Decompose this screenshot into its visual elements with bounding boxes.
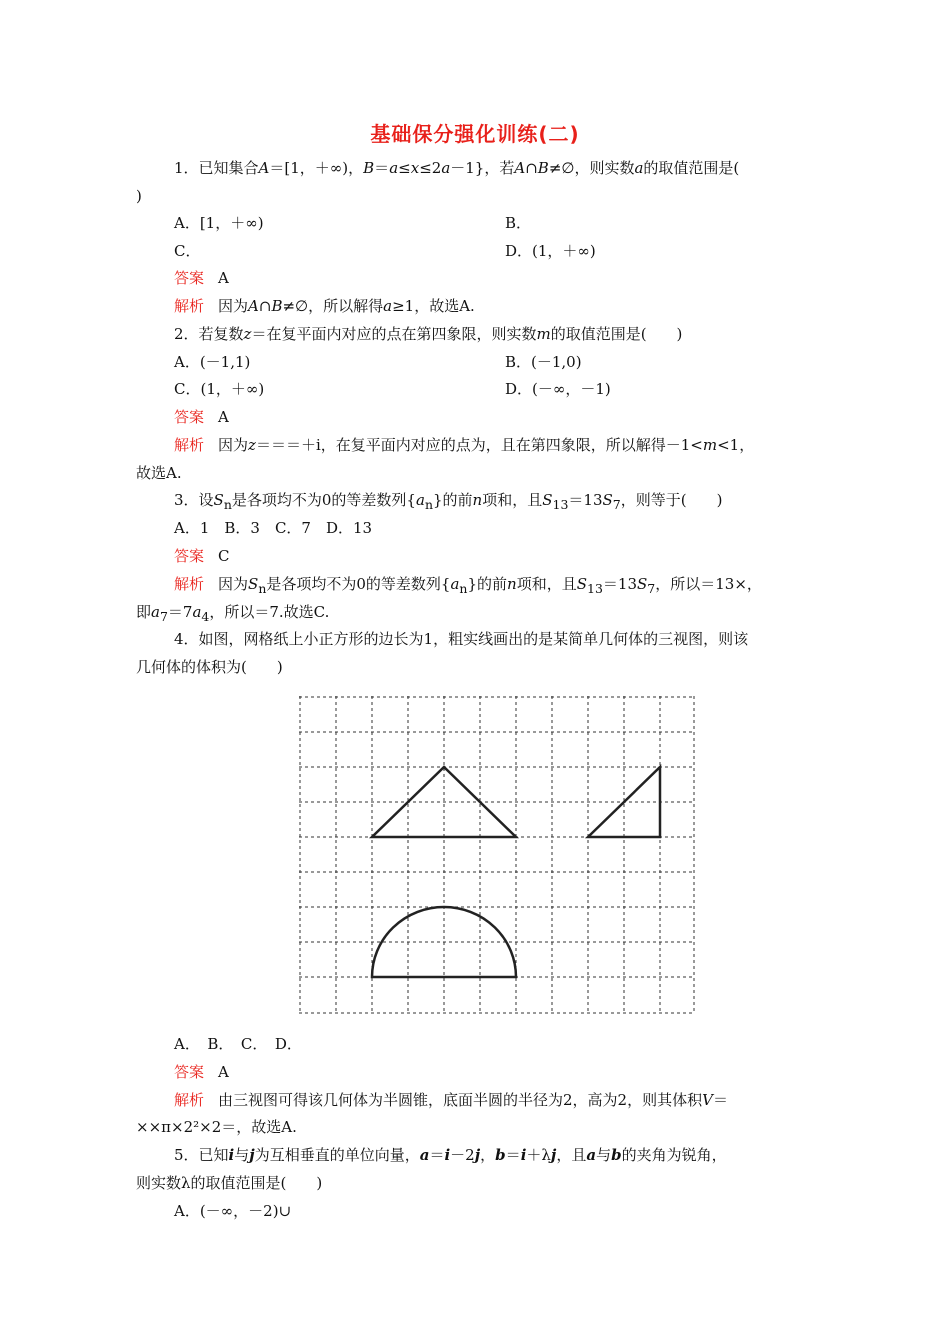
q4-analysis-continuation: ××π×2²×2＝，故选A. (136, 1118, 297, 1136)
q2-option-b: B．(－1,0) (505, 353, 582, 371)
q1-option-c: C． (174, 242, 201, 260)
answer-label: 答案 (174, 269, 205, 287)
q2-option-c: C．(1，＋∞) (174, 380, 265, 398)
q2-option-a: A．(－1,1) (174, 353, 251, 371)
q3-analysis: 解析 因为$S_n$是各项均不为0的等差数列$\{a_n\}$的前n项和，且$S_{13}=13S_7$，所以＝13×， (174, 575, 762, 596)
answer-label: 答案 (174, 1063, 205, 1081)
page-title: 基础保分强化训练(二) (370, 122, 580, 146)
answer-label: 答案 (174, 547, 205, 565)
q1-stem-continuation: ) (136, 187, 142, 205)
q1-option-a: A．[1，＋∞) (174, 214, 264, 232)
analysis-label: 解析 (174, 436, 205, 454)
q3-stem: 3．设$S_n$是各项均不为0的等差数列$\{a_n\}$的前n项和，且$S_{13}=13S_7$，则等于( ) (174, 491, 723, 512)
q4-analysis: 解析 由三视图可得该几何体为半圆锥，底面半圆的半径为2，高为2，则其体积V＝ (174, 1091, 728, 1109)
analysis-label: 解析 (174, 575, 205, 593)
q3-answer: 答案 C (174, 547, 230, 565)
analysis-label: 解析 (174, 1091, 205, 1109)
q2-option-d: D．(－∞，－1) (505, 380, 611, 398)
q3-analysis-continuation: 即$a_7=7a_4$，所以＝7.故选C. (136, 603, 330, 624)
q5-stem: 5．已知i与j为互相垂直的单位向量，a＝i－2j，b＝i＋λj，且a与b的夹角为锐角， (174, 1146, 727, 1164)
q1-answer: 答案 A (174, 269, 229, 287)
q1-option-b: B． (505, 214, 532, 232)
q5-stem-continuation: 则实数λ的取值范围是( ) (136, 1174, 323, 1192)
q2-analysis: 解析 因为z＝＝＝＋i，在复平面内对应的点为，且在第四象限，所以解得－1<m<1， (174, 436, 755, 454)
q1-option-d: D．(1，＋∞) (505, 242, 596, 260)
q2-answer: 答案 A (174, 408, 229, 426)
q1-analysis: 解析 因为A∩B≠∅，所以解得a≥1，故选A. (174, 297, 475, 315)
q5-option-a: A．(－∞，－2)∪ (174, 1202, 292, 1220)
q4-stem: 4．如图，网格纸上小正方形的边长为1，粗实线画出的是某简单几何体的三视图，则该 (174, 630, 749, 648)
q4-answer: 答案 A (174, 1063, 229, 1081)
q4-options: A． B． C． D． (174, 1035, 302, 1053)
three-view-figure (299, 696, 695, 1014)
answer-label: 答案 (174, 408, 205, 426)
q2-stem: 2．若复数z＝在复平面内对应的点在第四象限，则实数m的取值范围是( ) (174, 325, 683, 343)
q4-stem-continuation: 几何体的体积为( ) (136, 658, 283, 676)
q1-stem: 1．已知集合A＝[1，＋∞)，B＝a≤x≤2a－1}，若A∩B≠∅，则实数a的取值范围是( (174, 159, 740, 177)
grid (299, 696, 695, 1014)
q2-analysis-continuation: 故选A. (136, 464, 182, 482)
q3-options: A．1 B．3 C．7 D．13 (174, 519, 373, 537)
analysis-label: 解析 (174, 297, 205, 315)
